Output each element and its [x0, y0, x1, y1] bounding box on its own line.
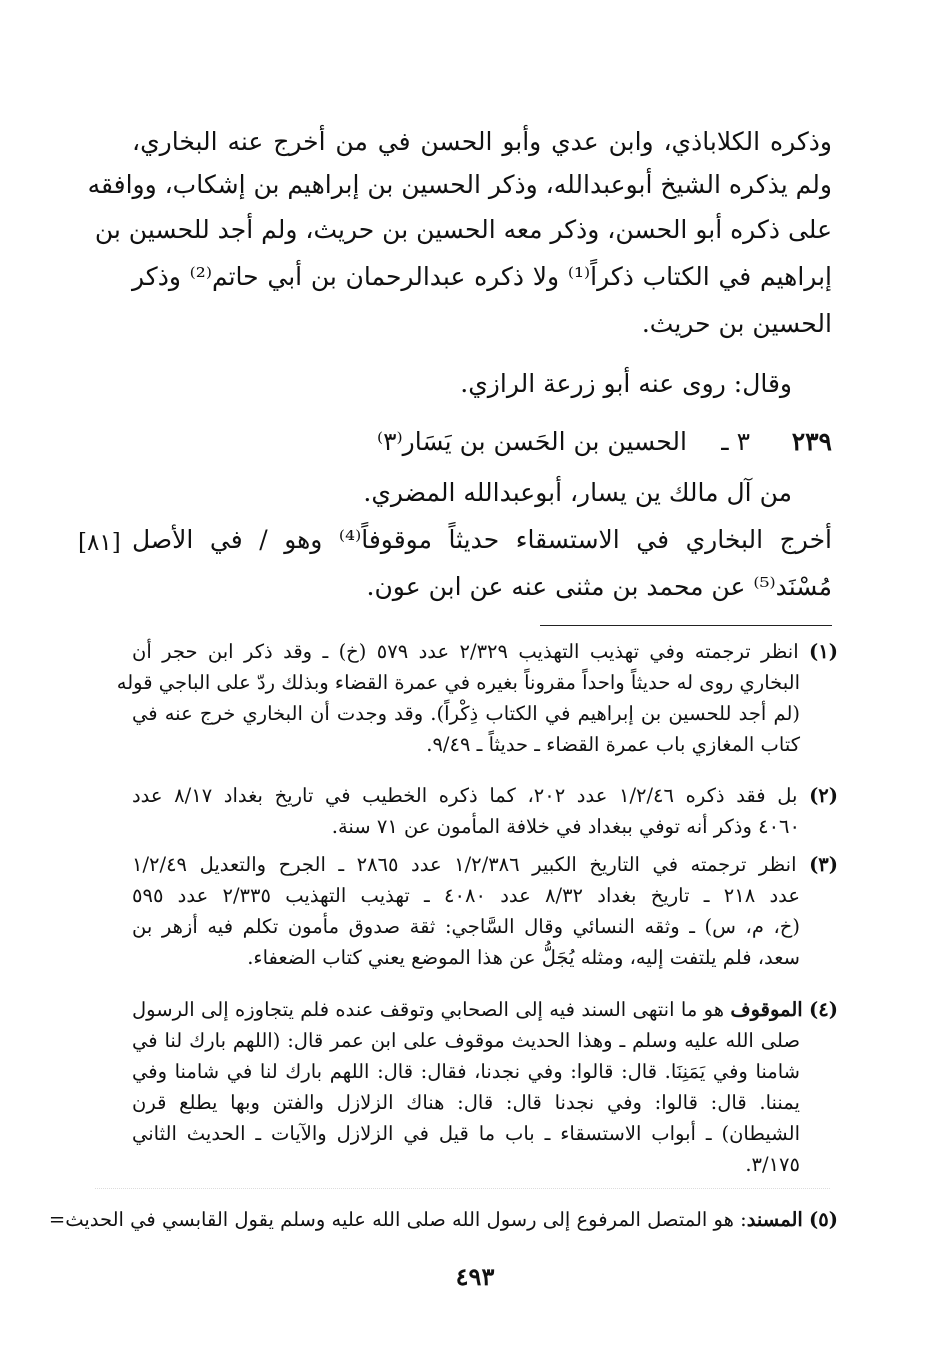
footnote-3-line-3: (خ، م، س) ـ وثقه النسائي وقال السَّاجي: ثقة صدوق مأمون تكلم فيه أزهر بن [132, 915, 800, 938]
footnote-1-line-1: انظر ترجمته وفي تهذيب التهذيب ٢/٣٢٩ عدد ٥٧٩ (خ) ـ وقد ذكر ابن حجر أن [132, 640, 799, 663]
narration-line: وقال: روى عنه أبو زرعة الرازي. [460, 369, 792, 398]
footnote-4-line-5: الشيطان) ـ أبواب الاستسقاء ـ باب ما قيل في الزلازل والآيات ـ الحديث الثاني [132, 1122, 800, 1145]
footnote-4-line-3: شامنا وفي يَمَنِنَا. قال: قالوا: وفي نجدنا، فقال: قال: اللهم بارك لنا في شامنا وفي [132, 1060, 800, 1083]
footnote-2-label: (٢) [809, 784, 839, 807]
main-line-1: وذكره الكلاباذي، وابن عدي وأبو الحسن في من أخرج عنه البخاري، [132, 127, 832, 156]
footnote-3-line-2: عدد ٢١٨ ـ تاريخ بغداد ٨/٣٢ عدد ٤٠٨٠ ـ تهذيب التهذيب ٢/٣٣٥ عدد ٥٩٥ [132, 884, 801, 907]
footnote-2 [132, 780, 838, 842]
footnote-3-line-4: سعد، فلم يلتفت إليه، ومثله يُجَلُّ عن هذا الموضع يعني كتاب الضعفاء. [247, 946, 800, 969]
footnote-3-label: (٣) [809, 853, 839, 876]
scan-noise [95, 1188, 830, 1189]
footnote-4-line-4: يمننا. قال: قالوا: وفي نجدنا قال: قال: هناك الزلازل والفتن وبها يطلع قرن [132, 1091, 800, 1114]
page-number: ٤٩٣ [455, 1262, 495, 1291]
entry-name: الحسين بن الحَسن بن يَسَار⁽٣⁾ [376, 427, 687, 456]
footnote-5 [48, 1204, 838, 1235]
footnote-1-line-3: (لم أجد للحسين بن إبراهيم في الكتاب ذِكْراً). وقد وجدت أن البخاري خرج عنه في [132, 702, 800, 725]
footnote-4-term: الموقوف [730, 998, 803, 1021]
footnote-1-label: (١) [809, 640, 838, 663]
footnote-1 [116, 636, 838, 760]
main-line-5: الحسين بن حريث. [641, 309, 832, 338]
footnote-4-line-6: ٣/١٧٥. [745, 1153, 800, 1176]
footnote-rule [540, 625, 832, 626]
main-line-4: إبراهيم في الكتاب ذكراً⁽¹⁾ ولا ذكره عبدالرحمان بن أبي حاتم⁽²⁾ وذكر [132, 262, 832, 291]
footnote-2-line-2: ٤٠٦٠ وذكر أنه توفي ببغداد في خلافة المأمون عن ٧١ سنة. [331, 815, 800, 838]
footnote-1-line-4: كتاب المغازي باب عمرة القضاء ـ حديثاً ـ ٩/٤٩. [426, 733, 800, 756]
entry-line-1: من آل مالك ين يسار، أبوعبدالله المضري. [363, 478, 792, 507]
entry-sub-number: ٣ ـ [721, 427, 750, 456]
footnote-4-line-1: هو ما انتهى السند فيه إلى الصحابي وتوقف عنده فلم يتجاوزه إلى الرسول [132, 998, 724, 1021]
footnote-2-line-1: بل فقد ذكره ١/٢/٤٦ عدد ٢٠٢، كما ذكره الخطيب في تاريخ بغداد ٨/١٧ عدد [132, 784, 798, 807]
footnote-5-term: المسند [746, 1208, 803, 1231]
footnote-3-line-1: انظر ترجمته في التاريخ الكبير ١/٢/٣٨٦ عدد ٢٨٦٥ ـ الجرح والتعديل ١/٢/٤٩ [132, 853, 797, 876]
footnote-5-label: (٥) [809, 1208, 838, 1231]
entry-line-3: مُسْنَد⁽⁵⁾ عن محمد بن مثنى عنه عن ابن عون. [366, 572, 832, 601]
margin-folio-ref: [٨١] [78, 530, 121, 556]
entry-number: ٢٣٩ [791, 427, 832, 456]
entry-line-2: أخرج البخاري في الاستسقاء حديثاً موقوفاً⁽⁴⁾ وهو / في الأصل [132, 525, 832, 554]
main-line-3: على ذكره أبو الحسن، وذكر معه الحسين بن حريث، ولم أجد للحسين بن [94, 215, 832, 244]
footnote-3 [132, 849, 838, 973]
footnote-4 [132, 994, 838, 1180]
main-line-2: ولم يذكره الشيخ أبوعبدالله، وذكر الحسين بن إبراهيم بن إشكاب، ووافقه [87, 170, 832, 199]
entry-heading [132, 424, 832, 464]
footnote-4-line-2: صلى الله عليه وسلم ـ وهذا الحديث موقوف على ابن عمر قال: (اللهم بارك لنا في [132, 1029, 800, 1052]
footnote-1-line-2: البخاري روى له حديثاً واحداً مقروناً بغيره في عمرة القضاء وبذلك ردّ على الباجي قوله [116, 671, 800, 694]
footnote-5-line-1: : هو المتصل المرفوع إلى رسول الله صلى الله عليه وسلم يقول القابسي في الحديث= [48, 1208, 747, 1231]
footnote-4-label: (٤) [809, 998, 838, 1021]
